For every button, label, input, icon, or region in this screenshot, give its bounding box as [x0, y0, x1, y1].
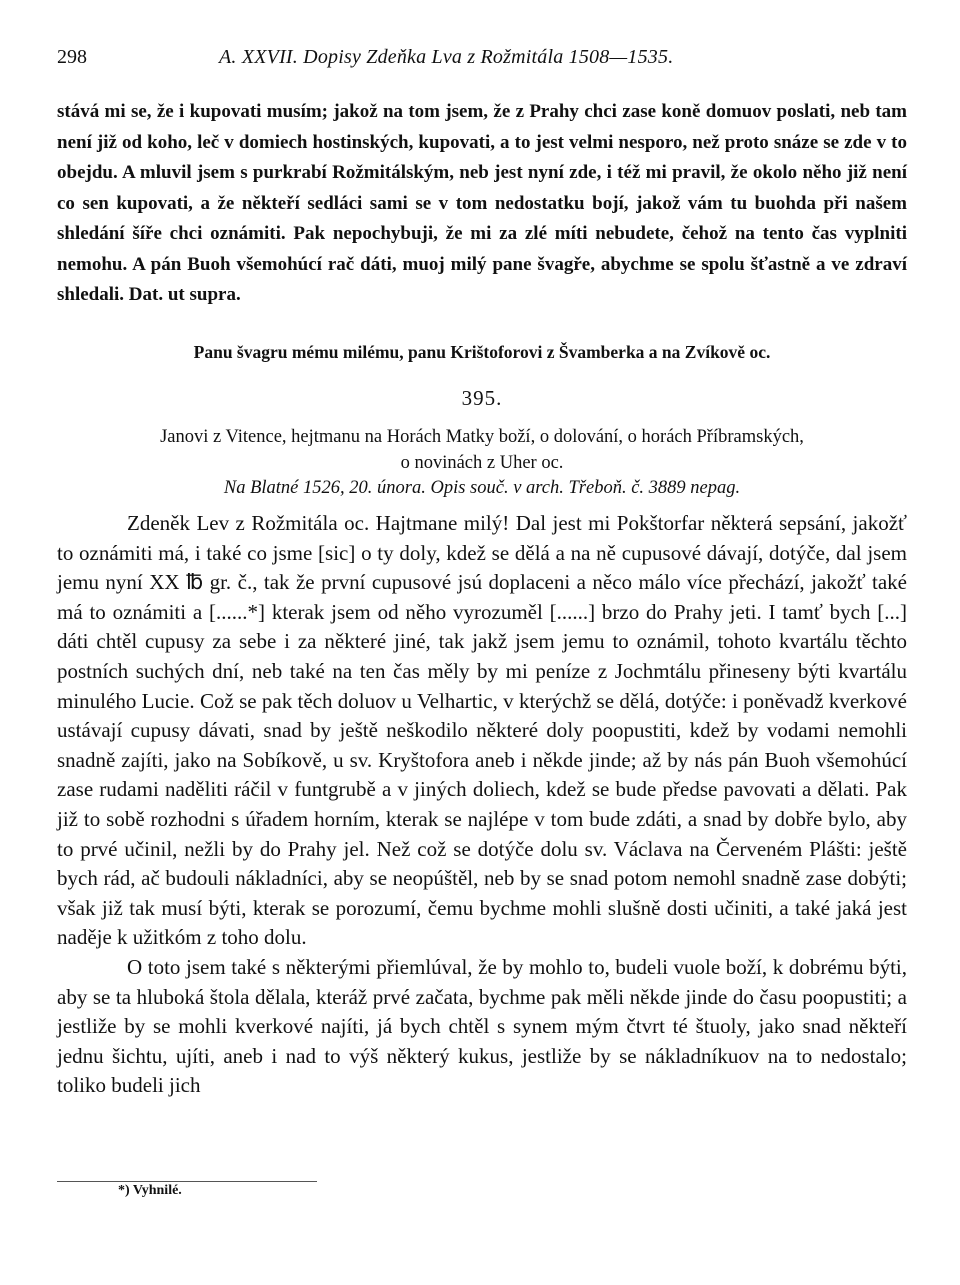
letter-source: Na Blatné 1526, 20. února. Opis souč. v arch. Třeboň. č. 3889 nepag. [223, 478, 741, 498]
letter-continuation-text: stává mi se, že i kupovati musím; jakož na tom jsem, že z Prahy chci zase koně domuov poslati, neb tam není již od koho, leč v domiech hostinských, kupovati, a to jest velmi nesporo, než proto snáze se zde v to obejdu. A mluvil jsem s purkrabí Rožmitálským, neb jest nyní zde, i též mi pravil, že okolo něho již není co sen kupovati, a že někteří sedláci sami se v tom nedostatku bojí, jakož vám tu buohda při našem shledání šíře chci oznámiti. Pak nepochybuji, že mi za zlé míti nebudete, čehož na tento čas vyplniti nemohu. A pán Buoh všemohúcí rač dáti, muoj milý pane švagře, abychme se spolu šťastně a ve zdraví shledali. Dat. ut supra. [57, 101, 907, 305]
page-header [57, 42, 910, 78]
letter-body [57, 509, 907, 1101]
running-head: A. XXVII. Dopisy Zdeňka Lva z Rožmitála 1508—1535. [219, 46, 674, 68]
page-number: 298 [57, 46, 87, 68]
letter-paragraph-2: O toto jsem také s některými přiemlúval, že by mohlo to, budeli vuole boží, k dobrému býti, aby se ta hluboká štola dělala, kteráž prvé začata, bychme pak měli někde jinde do času poopustiti; a jestliže by se mohli kverkové najíti, já bych chtěl s synem mým čtvrt té štuoly, jako snad někteří jednu šichtu, ujíti, aneb i nad to výš některý kukus, jestliže by se nákladníkuov na to nedostalo; toliko budeli jich [57, 954, 907, 1098]
letter-heading-line-2: o novinách z Uher oc. [400, 453, 564, 473]
letter-number: 395. [461, 386, 503, 410]
letter-heading-line-1: Janovi z Vitence, hejtmanu na Horách Matky boží, o dolování, o horách Příbramských, [160, 427, 804, 447]
letter-address: Panu švagru mému milému, panu Krištoforovi z Švamberka a na Zvíkově oc. [193, 342, 771, 362]
footnote-divider [57, 1181, 317, 1182]
letter-heading [57, 424, 907, 476]
footnote: *) Vyhnilé. [118, 1183, 182, 1198]
letter-paragraph-1: Zdeněk Lev z Rožmitála oc. Hajtmane milý! Dal jest mi Pokštorfar některá sepsání, jakožť to oznámiti má, i také co jsme [sic] o ty doly, kdež se dělá a na ně cupusové dávají, dotýče, dal jsem jemu nyní XX ℔ gr. č., tak že první cupusové jsú doplaceni a něco málo více přechází, jakožť také má to oznámiti a [......*] kterak jsem od něho vyrozuměl [......] brzo do Prahy jeti. I tamť bych [...] dáti chtěl cupusy za sebe i za některé jiné, tak jakž jsem jemu to oznámil, tohoto kvartálu těchto postních suchých dní, neb také na ten čas měly by mi peníze z Jochmtálu přineseny býti kvartálu minulého Lucie. Což se pak těch doluov u Velhartic, v kterýchž se dělá, dotýče: i poněvadž kverkové ustávají cupusy dávati, snad by ještě neškodilo některé doly poopustiti, kdež by vodami nemohli snadně zajíti, jako na Sobíkově, u sv. Kryštofora aneb i někde jinde; až by nás pán Buoh všemohúcí zase rudami naděliti ráčil v funtgrubě a v jiných doliech, kdež se bude předse pavovati a dělati. Pak již to sobě rozhodni s úřadem horním, kterak se najlépe v tom bude zdáti, a snad by dobře bylo, aby to prvé učinil, nežli by do Prahy jel. Než což se dotýče dolu sv. Václava na Červeném Plášti: ještě bych rád, ač budouli nákladníci, aby se neopúštěl, neb by se snad potom nemohl snadně zase dobýti; však již tak musí býti, kterak se porozumí, čemu bychme mohli slušně dosti učiniti, a také jaká jest naděje k užitkóm z toho dolu. [57, 511, 907, 950]
